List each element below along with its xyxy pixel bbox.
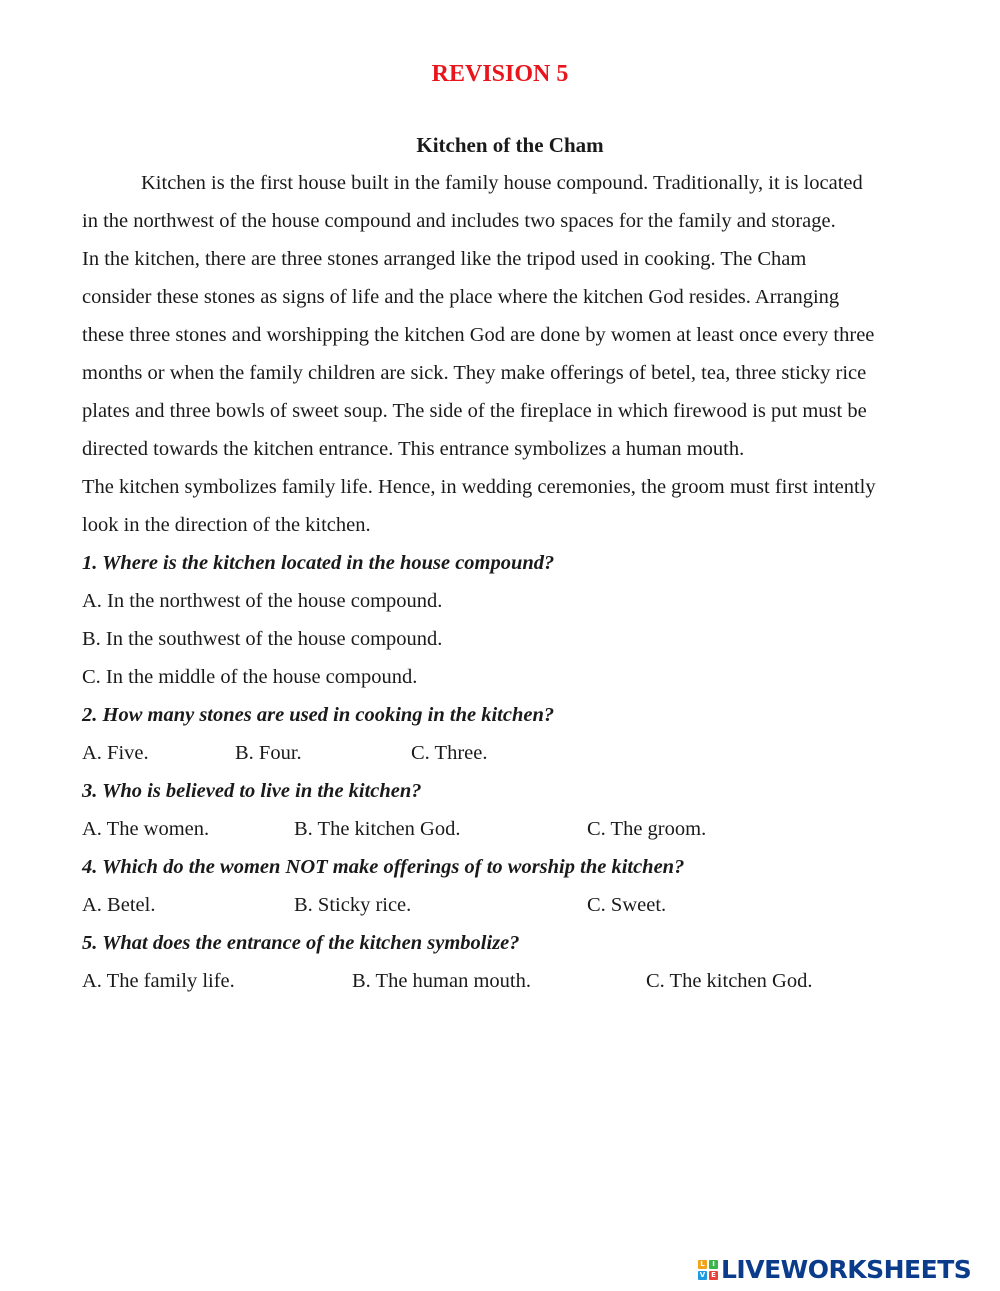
passage-line: Kitchen is the first house built in the family house compound. Traditionally, it is located xyxy=(141,172,863,194)
liveworksheets-logo xyxy=(698,1255,971,1285)
logo-mark-tile: V xyxy=(699,1271,706,1279)
passage-title: Kitchen of the Cham xyxy=(416,133,604,157)
answer-option[interactable]: B. In the southwest of the house compound. xyxy=(82,628,443,650)
passage-line: these three stones and worshipping the kitchen God are done by women at least once every three xyxy=(82,324,875,346)
question-text: 1. Where is the kitchen located in the house compound? xyxy=(82,552,555,574)
answer-option[interactable]: B. Sticky rice. xyxy=(294,894,412,916)
logo-text: LIVEWORKSHEETS xyxy=(721,1255,972,1284)
passage-line: look in the direction of the kitchen. xyxy=(82,514,371,536)
answer-option[interactable]: A. In the northwest of the house compound. xyxy=(82,590,443,612)
answer-option[interactable]: C. The groom. xyxy=(587,818,707,840)
answer-option[interactable]: C. Sweet. xyxy=(587,894,667,916)
answer-option[interactable]: B. The human mouth. xyxy=(352,970,531,992)
page-title: REVISION 5 xyxy=(431,61,569,87)
passage-line: in the northwest of the house compound and includes two spaces for the family and storage. xyxy=(82,210,836,232)
answer-option[interactable]: A. The women. xyxy=(82,818,210,840)
answer-option[interactable]: B. Four. xyxy=(235,742,302,764)
passage-line: consider these stones as signs of life and the place where the kitchen God resides. Arranging xyxy=(82,286,840,308)
answer-option[interactable]: C. In the middle of the house compound. xyxy=(82,666,418,688)
passage-line: The kitchen symbolizes family life. Hence, in wedding ceremonies, the groom must first intently xyxy=(82,476,876,498)
answer-option[interactable]: C. The kitchen God. xyxy=(646,970,813,992)
passage-line: plates and three bowls of sweet soup. The side of the fireplace in which firewood is put must be xyxy=(82,400,867,422)
answer-option[interactable]: A. Betel. xyxy=(82,894,156,916)
answer-option[interactable]: A. Five. xyxy=(82,742,149,764)
passage-line: months or when the family children are sick. They make offerings of betel, tea, three sticky rice xyxy=(82,362,867,384)
question-text: 3. Who is believed to live in the kitchen? xyxy=(82,780,422,802)
logo-mark-tile: I xyxy=(709,1260,718,1269)
logo-mark-tile: L xyxy=(698,1260,707,1269)
question-text: 5. What does the entrance of the kitchen symbolize? xyxy=(82,932,520,954)
answer-option[interactable]: B. The kitchen God. xyxy=(294,818,461,840)
logo-mark-tile: E xyxy=(709,1271,718,1280)
answer-option[interactable]: C. Three. xyxy=(411,742,488,764)
answer-option[interactable]: A. The family life. xyxy=(82,970,235,992)
question-text: 2. How many stones are used in cooking in the kitchen? xyxy=(82,704,555,726)
question-text: 4. Which do the women NOT make offerings of to worship the kitchen? xyxy=(82,856,685,878)
passage-line: directed towards the kitchen entrance. This entrance symbolizes a human mouth. xyxy=(82,438,745,460)
logo-mark-icon xyxy=(698,1260,718,1280)
passage-line: In the kitchen, there are three stones arranged like the tripod used in cooking. The Cham xyxy=(82,248,807,270)
